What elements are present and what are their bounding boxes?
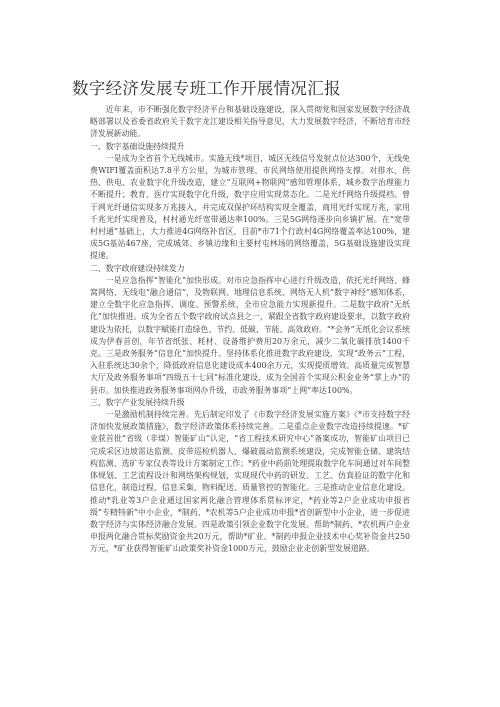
section-heading-government: 二、数字政府建设持续发力 <box>90 263 185 273</box>
section-paragraph-infrastructure: 一是成为全省首个无线城市。实施无线*项目，城区无线信号发射点位达300个，无线免费WIFI覆盖面积达7.8平方公里，为城市管理、市民网络使用提供网络支撑。对排水、供热、供电、农业数字化升级改造，建立“互联网+物联网”感知管理体系，城乡数字治理能力不断提升；教育、医疗实现数字化升级，数字应用实现常态化。二是光纤网络升级提档。曾于网光纤通信实现多万兆接入，并完成双保护环结构实现全覆盖，商用光纤实现万兆，家用千兆光纤实现普及，村村通光纤宽带通达率100%。三是5G网络逐步向乡镇扩展。在“宽带村村通”基础上，大力推进4G网络补盲区，目前*市71个行政村4G网络覆盖率达100%，建成5G基站467座，完成城郊、乡镇边缘和主要村屯林场的网络覆盖，5G基础设施建设实现提速。 <box>90 153 410 261</box>
section-paragraph-industry: 一是激励机制持续完善。先后制定印发了《市数字经济发展实施方案》《*市支持数字经济加快发展政策措施》，数字经济政策体系持续完善。二是重点企业数字改造持续提速。*矿业获首批“省级（非煤）智能矿山”认定，“省工程技术研究中心”备案成功，智能矿山项目已完成采区边坡雷达监测、皮带巡检机器人、爆破震动监测系统建设，完成智能仓储、建筑结构监测、选矿专家仪表等设计方案制定工作；*药业中药前处理提取数字化车间通过对车间整体规划、工艺流程设计和网络架构规划，实现现代中药的研发、工艺、仿真验证的数字化和信息化，制造过程、信息采集、物料配送、质量管控的智能化。三是推动企业信息化建设。推动*乳业等3户企业通过国家两化融合管理体系贯标评定，*药业等2户企业成功申报省级“专精特新”中小企业，*制药、*农机等5户企业成功申报*省创新型中小企业，进一步促进数字经济与实体经济融合发展。四是政策引领企业数字化发展。帮助*制药、*农机两户企业申报两化融合贯标奖励资金共20万元，帮助*矿业、*制药申报企业技术中心奖补资金共250万元，*矿业获得智能矿山政策奖补资金1000万元，鼓励企业走创新型发展道路。 <box>90 410 410 554</box>
document-title: 数字经济发展专班工作开展情况汇报 <box>72 79 341 98</box>
section-heading-infrastructure: 一、数字基础设施持续提升 <box>90 141 185 151</box>
document-body <box>90 104 410 556</box>
intro-paragraph: 近年来，市不断强化数字经济平台和基础设施建设，深入贯彻党和国家发展数字经济战略部署以及省委省政府关于数字龙江建设相关指导意见，大力发展数字经济，不断培育市经济发展新动能。 <box>90 105 410 139</box>
section-heading-industry: 三、数字产业发展持续升级 <box>90 397 185 407</box>
section-paragraph-government: 一是应急指挥“智能化”加快形成。对市应急指挥中心进行升级改造，依托光纤网络、蜂窝网络、无线电“融合通信”，及物联网、地理信息系统、网络无人机“数字神经”感知体系，建立全数字化应急指挥、调度、预警系统，全市应急能力实现新提升。二是数字政府“无纸化”加快推进。成为全省五个数字政府试点县之一，紧跟全省数字政府建设要求，以数字政府建设为依托，以数字赋能打造绿色、节约、低碳、节能、高效政府。“*会务”无纸化会议系统成为伊春首创，年节省纸张、耗材、设备维护费用20万余元，减少二氧化碳排放1400千克。三是政务服务“信息化”加快提升。坚持体系化推进数字政府建设，实现“政务云”工程，入驻系统达30余个，降低政府信息化建设成本400余万元，实现提质增效。高质量完成智慧大厅及政务服务事项“四级五十七同”标准化建设，成为全国首个实现公积金业务“掌上办”的县市。加快推进政务服务事项网办升级，市政务服务事项“上网”率达100%。 <box>90 275 410 395</box>
